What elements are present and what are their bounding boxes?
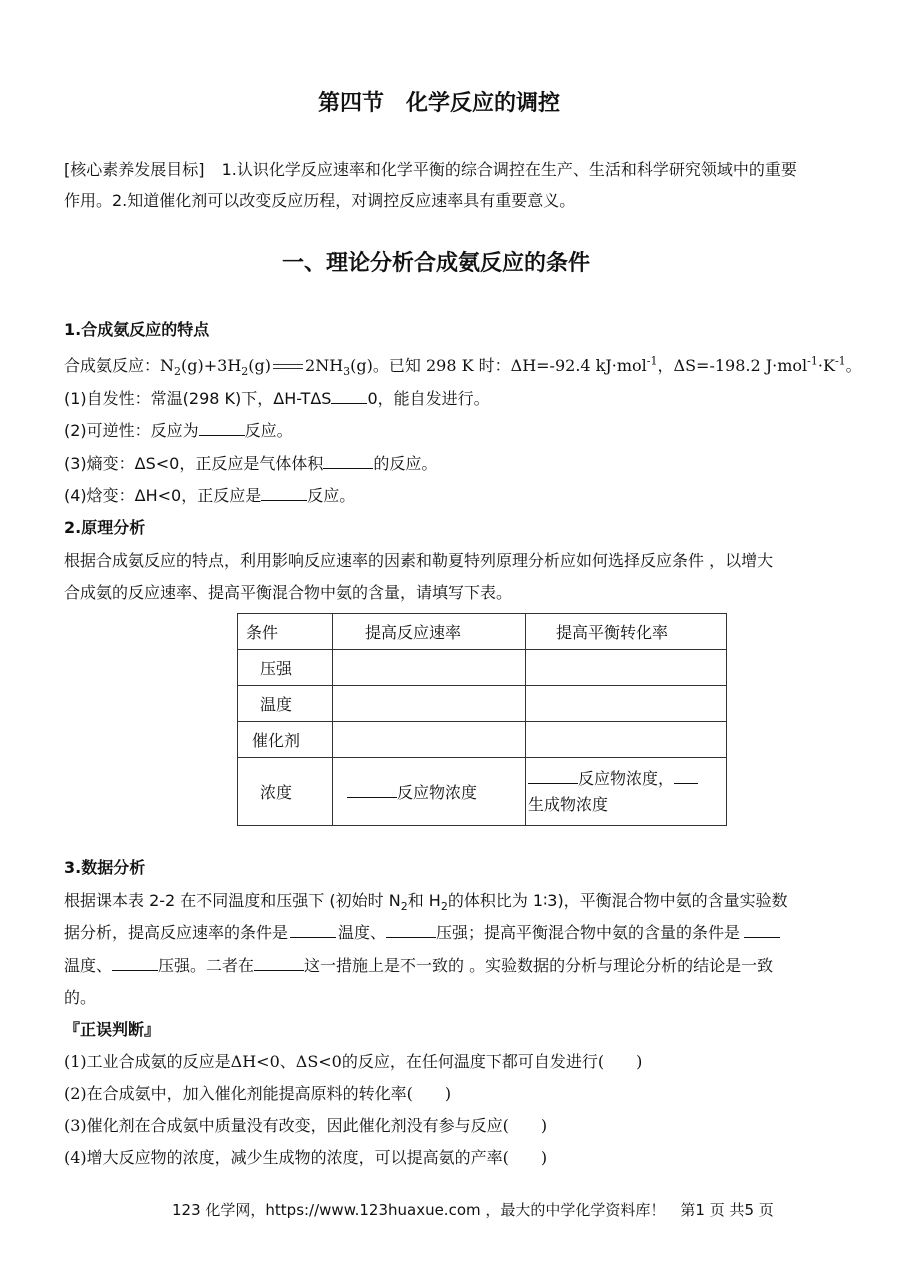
sub1-heading: 1.合成氨反应的特点 xyxy=(64,320,210,339)
item2-blank xyxy=(199,421,245,436)
nh3-sub: 3 xyxy=(343,365,351,379)
l2-blank-1 xyxy=(290,923,336,938)
delta-h: ΔH=-92.4 kJ·mol xyxy=(510,356,647,375)
table-row xyxy=(238,650,727,686)
sep: ， xyxy=(657,356,674,375)
table-row xyxy=(238,722,727,758)
item1-before: (1)自发性：常温(298 K)下，ΔH-TΔS xyxy=(64,389,332,408)
conc-eq-blank-2 xyxy=(674,769,698,784)
item3-after: 的反应。 xyxy=(373,454,438,473)
conc-eq-cell xyxy=(526,758,727,826)
item1-after: 0，能自发进行。 xyxy=(367,389,490,408)
reaction-prefix: 合成氨反应： xyxy=(64,356,161,375)
item4-before: (4)焓变：ΔH<0，正反应是 xyxy=(64,486,262,505)
sub3-line-2 xyxy=(64,923,780,943)
table-cell xyxy=(526,722,727,758)
item3-before: (3)熵变：ΔS<0，正反应是气体体积 xyxy=(64,454,324,473)
sub2-para-1: 根据合成氨反应的特点，利用影响反应速率的因素和勒夏特列原理分析应如何选择反应条件 ，以增大 xyxy=(64,551,774,570)
goals-label: [核心素养发展目标] xyxy=(64,160,205,179)
goals-line-2: 作用。2.知道催化剂可以改变反应历程，对调控反应速率具有重要意义。 xyxy=(64,191,576,210)
conc-eq-text-2: 生成物浓度 xyxy=(528,794,609,814)
reaction-end: 。 xyxy=(845,356,862,375)
n2-sub: 2 xyxy=(174,365,182,379)
section-title: 一、理论分析合成氨反应的条件 xyxy=(282,251,591,276)
sub1-item-2 xyxy=(64,421,293,441)
judge-item-2: (2)在合成氨中，加入催化剂能提高原料的转化率( ) xyxy=(64,1084,452,1103)
conc-rate-blank xyxy=(347,783,397,798)
sub1-item-1 xyxy=(64,389,490,409)
page-title: 第四节 化学反应的调控 xyxy=(318,91,561,116)
table-header-row xyxy=(238,614,727,650)
l2-blank-2 xyxy=(386,923,436,938)
l3-blank-2 xyxy=(254,956,304,971)
sub1-item-3 xyxy=(64,454,437,474)
table-cell xyxy=(333,686,526,722)
row-label-temperature: 温度 xyxy=(238,686,333,722)
judge-item-3: (3)催化剂在合成氨中质量没有改变，因此催化剂没有参与反应( ) xyxy=(64,1116,548,1135)
item2-after: 反应。 xyxy=(244,421,293,440)
l2a: 据分析，提高反应速率的条件是 xyxy=(64,923,289,942)
delta-h-sup: -1 xyxy=(646,354,658,368)
conditions-table xyxy=(237,613,727,826)
table-cell xyxy=(333,650,526,686)
nh3: 2NH xyxy=(305,356,344,375)
h2-state: (g) xyxy=(248,356,272,375)
sub3-line-3 xyxy=(64,956,773,976)
sub3-line-1 xyxy=(64,891,788,914)
header-condition: 条件 xyxy=(238,614,333,650)
delta-s-sup1: -1 xyxy=(807,354,818,368)
table-row xyxy=(238,686,727,722)
table-row xyxy=(238,758,727,826)
table-cell xyxy=(526,650,727,686)
l3-blank-1 xyxy=(112,956,158,971)
l3b: 压强。二者在 xyxy=(158,956,255,975)
sub2-para-2: 合成氨的反应速率、提高平衡混合物中氨的含量，请填写下表。 xyxy=(64,583,513,602)
goals-line-1 xyxy=(64,160,797,180)
sub3-line-4: 的。 xyxy=(64,988,97,1007)
l1-sub1: 2 xyxy=(400,900,408,914)
n2: N xyxy=(160,356,175,375)
delta-s-sup2: -1 xyxy=(834,354,846,368)
row-label-concentration: 浓度 xyxy=(238,758,333,826)
item2-before: (2)可逆性：反应为 xyxy=(64,421,199,440)
conc-rate-cell xyxy=(333,758,526,826)
sub1-item-4 xyxy=(64,486,355,506)
sub2-heading: 2.原理分析 xyxy=(64,518,146,537)
table-cell xyxy=(526,686,727,722)
l1-sub2: 2 xyxy=(440,900,448,914)
item4-blank xyxy=(261,486,307,501)
item1-blank xyxy=(331,389,367,404)
l2b: 温度、 xyxy=(338,923,387,942)
l1b: 和 H xyxy=(407,891,441,910)
l2c: 压强；提高平衡混合物中氨的含量的条件是 xyxy=(436,923,741,942)
l2-blank-3 xyxy=(744,923,780,938)
l3c: 这一措施上是不一致的 。实验数据的分析与理论分析的结论是一致 xyxy=(304,956,774,975)
table-cell xyxy=(333,722,526,758)
sub3-heading: 3.数据分析 xyxy=(64,858,146,877)
delta-s-mid: ·K xyxy=(817,356,835,375)
l1a: 根据课本表 2-2 在不同温度和压强下 (初始时 N xyxy=(64,891,401,910)
l1c: 的体积比为 1∶3)，平衡混合物中氨的含量实验数 xyxy=(447,891,788,910)
h2-sub: 2 xyxy=(241,365,249,379)
item4-after: 反应。 xyxy=(307,486,356,505)
goals-text-1: 1.认识化学反应速率和化学平衡的综合调控在生产、生活和科学研究领域中的重要 xyxy=(221,160,797,179)
page-footer: 123 化学网，https://www.123huaxue.com ，最大的中学化学资料库！ 第1 页 共5 页 xyxy=(172,1201,774,1219)
l3a: 温度、 xyxy=(64,956,113,975)
item3-blank xyxy=(323,454,373,469)
row-label-pressure: 压强 xyxy=(238,650,333,686)
reaction-line xyxy=(64,354,862,379)
n2-state: (g)+3H xyxy=(181,356,242,375)
nh3-state: (g)。已知 298 K 时： xyxy=(350,356,511,375)
delta-s: ΔS=-198.2 J·mol xyxy=(673,356,808,375)
header-equilibrium: 提高平衡转化率 xyxy=(526,614,727,650)
header-rate: 提高反应速率 xyxy=(333,614,526,650)
row-label-catalyst: 催化剂 xyxy=(238,722,333,758)
judge-item-4: (4)增大反应物的浓度，减少生成物的浓度，可以提高氨的产率( ) xyxy=(64,1148,548,1167)
judge-item-1: (1)工业合成氨的反应是ΔH<0、ΔS<0的反应，在任何温度下都可自发进行( ) xyxy=(64,1052,643,1071)
judge-heading: 『正误判断』 xyxy=(64,1020,161,1039)
conc-eq-blank-1 xyxy=(528,769,578,784)
conc-rate-text: 反应物浓度 xyxy=(397,783,478,802)
conc-eq-text-1: 反应物浓度， xyxy=(578,768,675,788)
equilibrium-arrow-icon xyxy=(271,362,305,372)
